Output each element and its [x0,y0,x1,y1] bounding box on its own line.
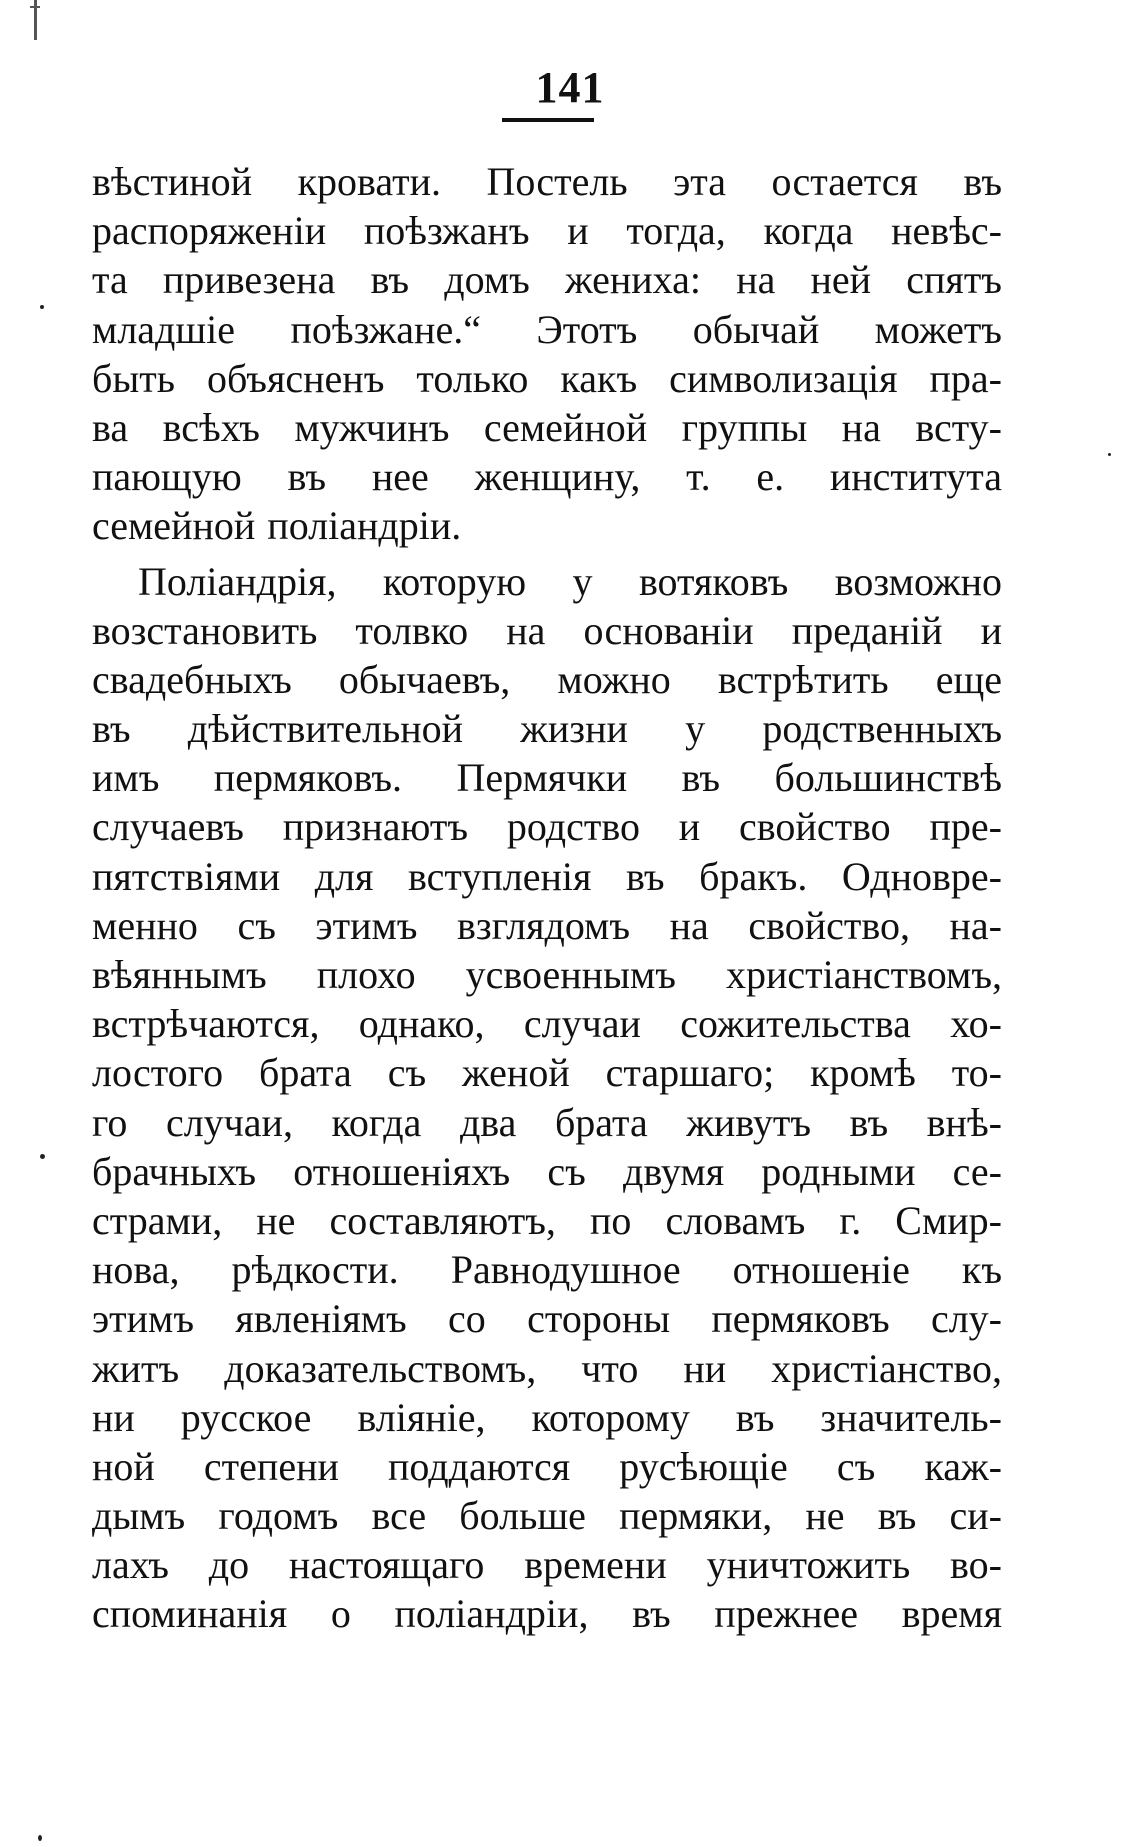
scan-edge-mark-top [30,6,40,8]
text-line: житъ доказательствомъ, что ни христіанство, [92,1345,1002,1391]
text-line: Поліандрія, которую у вотяковъ возможно [138,558,1002,604]
text-line: та привезена въ домъ жениха: на ней спятъ [92,257,1002,303]
text-line: дымъ годомъ все больше пермяки, не въ си- [92,1493,1002,1539]
text-line: въ дѣйствительной жизни у родственныхъ [92,706,1002,752]
text-line: младшіе поѣзжане.“ Этотъ обычай можетъ [92,306,1002,352]
margin-speck [38,1835,42,1841]
body-text [92,157,1002,1639]
text-line: распоряженіи поѣзжанъ и тогда, когда невѣс- [92,208,1002,254]
text-line: страми, не составляютъ, по словамъ г. Смир- [92,1197,1002,1243]
text-line: пятствіями для вступленія въ бракъ. Одновре- [92,853,1002,899]
text-line: пающую въ нее женщину, т. е. института [92,454,1002,500]
text-line: споминанія о поліандріи, въ прежнее время [92,1591,1002,1637]
page-number-rule [502,118,594,122]
text-line: лостого брата съ женой старшаго; кромѣ то- [92,1050,1002,1096]
paragraph [92,157,1002,551]
text-line: свадебныхъ обычаевъ, можно встрѣтить еще [92,656,1002,702]
text-line: ни русское вліяніе, которому въ значитель- [92,1394,1002,1440]
text-line: менно съ этимъ взглядомъ на свойство, на- [92,902,1002,948]
paragraph [92,557,1002,1639]
margin-speck [40,305,44,309]
text-line: брачныхъ отношеніяхъ съ двумя родными се- [92,1148,1002,1194]
text-line: го случаи, когда два брата живутъ въ внѣ- [92,1099,1002,1145]
text-line: имъ пермяковъ. Пермячки въ большинствѣ [92,755,1002,801]
text-line: случаевъ признаютъ родство и свойство пре- [92,804,1002,850]
text-line: семейной поліандріи. [92,503,462,549]
text-line: лахъ до настоящаго времени уничтожить во- [92,1542,1002,1588]
text-line: этимъ явленіямъ со стороны пермяковъ слу- [92,1296,1002,1342]
margin-speck [40,1154,45,1159]
text-line: возстановить толвко на основаніи преданій и [92,607,1002,653]
page-header [0,62,1140,114]
text-line: ва всѣхъ мужчинъ семейной группы на всту- [92,404,1002,450]
text-line: встрѣчаются, однако, случаи сожительства хо- [92,1001,1002,1047]
margin-speck [1108,453,1111,456]
text-line: ной степени поддаются русѣющіе съ каж- [92,1443,1002,1489]
text-line: вѣяннымъ плохо усвоеннымъ христіанствомъ, [92,952,1002,997]
text-line: нова, рѣдкости. Равнодушное отношеніе къ [92,1247,1002,1293]
page-number: 141 [535,63,605,112]
text-line: быть объясненъ только какъ символизація пра- [92,355,1002,401]
text-line: вѣстиной кровати. Постель эта остается въ [92,159,1002,204]
